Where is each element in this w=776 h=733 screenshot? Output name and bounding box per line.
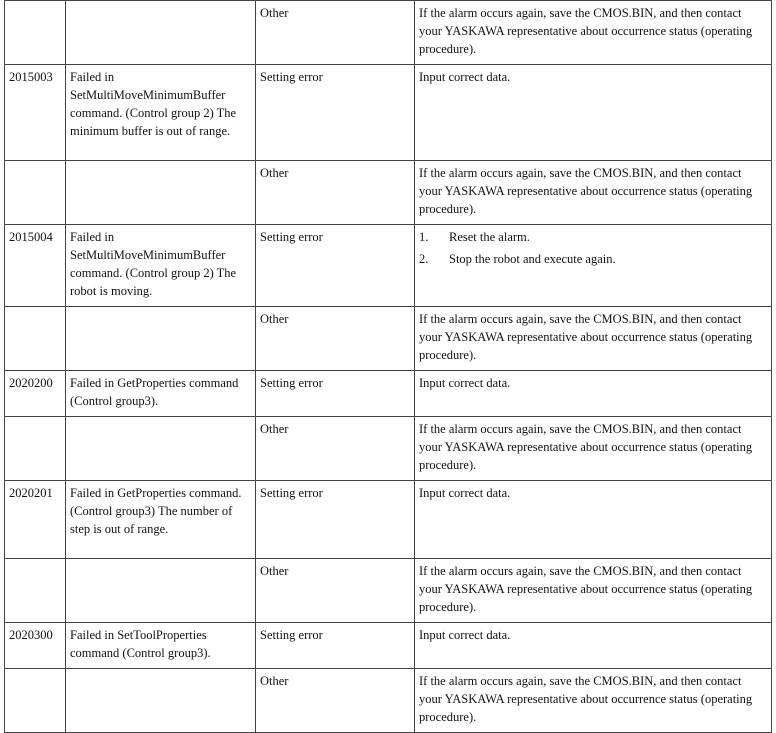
table-row (5, 65, 772, 161)
alarm-cause: Setting error (256, 225, 415, 307)
table-row (5, 623, 772, 669)
alarm-code: 2020300 (5, 623, 66, 669)
alarm-remedy: Input correct data. (415, 65, 772, 161)
alarm-code (5, 417, 66, 481)
alarm-description (66, 161, 256, 225)
alarm-description (66, 1, 256, 65)
alarm-code: 2020200 (5, 371, 66, 417)
alarm-cause: Other (256, 1, 415, 65)
remedy-step (419, 228, 767, 246)
alarm-description (66, 559, 256, 623)
alarm-cause: Setting error (256, 371, 415, 417)
alarm-cause: Other (256, 417, 415, 481)
alarm-code (5, 559, 66, 623)
alarm-description: Failed in SetMultiMoveMinimumBuffer command. (Control group 2) The robot is moving. (66, 225, 256, 307)
table-row (5, 559, 772, 623)
alarm-cause: Other (256, 161, 415, 225)
alarm-description: Failed in SetMultiMoveMinimumBuffer command. (Control group 2) The minimum buffer is out of range. (66, 65, 256, 161)
table-row (5, 371, 772, 417)
alarm-remedy: If the alarm occurs again, save the CMOS.BIN, and then contact your YASKAWA representative about occurrence status (operating procedure). (415, 161, 772, 225)
table-row (5, 669, 772, 733)
alarm-code (5, 1, 66, 65)
alarm-remedy (415, 225, 772, 307)
alarm-code: 2015004 (5, 225, 66, 307)
table-row (5, 1, 772, 65)
alarm-code (5, 161, 66, 225)
alarm-table (4, 0, 772, 733)
step-text: Stop the robot and execute again. (449, 252, 616, 266)
alarm-code: 2020201 (5, 481, 66, 559)
table-row (5, 161, 772, 225)
remedy-step (419, 250, 767, 268)
alarm-code (5, 669, 66, 733)
alarm-code (5, 307, 66, 371)
alarm-remedy: If the alarm occurs again, save the CMOS.BIN, and then contact your YASKAWA representative about occurrence status (operating procedure). (415, 307, 772, 371)
alarm-description: Failed in GetProperties command (Control group3). (66, 371, 256, 417)
step-text: Reset the alarm. (449, 230, 530, 244)
step-number: 1. (419, 230, 429, 244)
alarm-remedy: Input correct data. (415, 481, 772, 559)
step-number: 2. (419, 252, 429, 266)
remedy-steps (419, 228, 767, 268)
alarm-description: Failed in SetToolProperties command (Control group3). (66, 623, 256, 669)
alarm-remedy: Input correct data. (415, 371, 772, 417)
alarm-remedy: If the alarm occurs again, save the CMOS.BIN, and then contact your YASKAWA representative about occurrence status (operating procedure). (415, 559, 772, 623)
table-row (5, 417, 772, 481)
table-row (5, 481, 772, 559)
alarm-remedy: Input correct data. (415, 623, 772, 669)
alarm-remedy: If the alarm occurs again, save the CMOS.BIN, and then contact your YASKAWA representative about occurrence status (operating procedure). (415, 417, 772, 481)
table-row (5, 307, 772, 371)
alarm-remedy: If the alarm occurs again, save the CMOS.BIN, and then contact your YASKAWA representative about occurrence status (operating procedure). (415, 1, 772, 65)
alarm-description (66, 669, 256, 733)
alarm-code: 2015003 (5, 65, 66, 161)
alarm-description (66, 417, 256, 481)
alarm-cause: Other (256, 669, 415, 733)
alarm-description (66, 307, 256, 371)
alarm-cause: Setting error (256, 481, 415, 559)
alarm-cause: Other (256, 307, 415, 371)
table-row (5, 225, 772, 307)
alarm-description: Failed in GetProperties command. (Control group3) The number of step is out of range. (66, 481, 256, 559)
alarm-cause: Setting error (256, 65, 415, 161)
alarm-cause: Other (256, 559, 415, 623)
alarm-cause: Setting error (256, 623, 415, 669)
alarm-remedy: If the alarm occurs again, save the CMOS.BIN, and then contact your YASKAWA representative about occurrence status (operating procedure). (415, 669, 772, 733)
